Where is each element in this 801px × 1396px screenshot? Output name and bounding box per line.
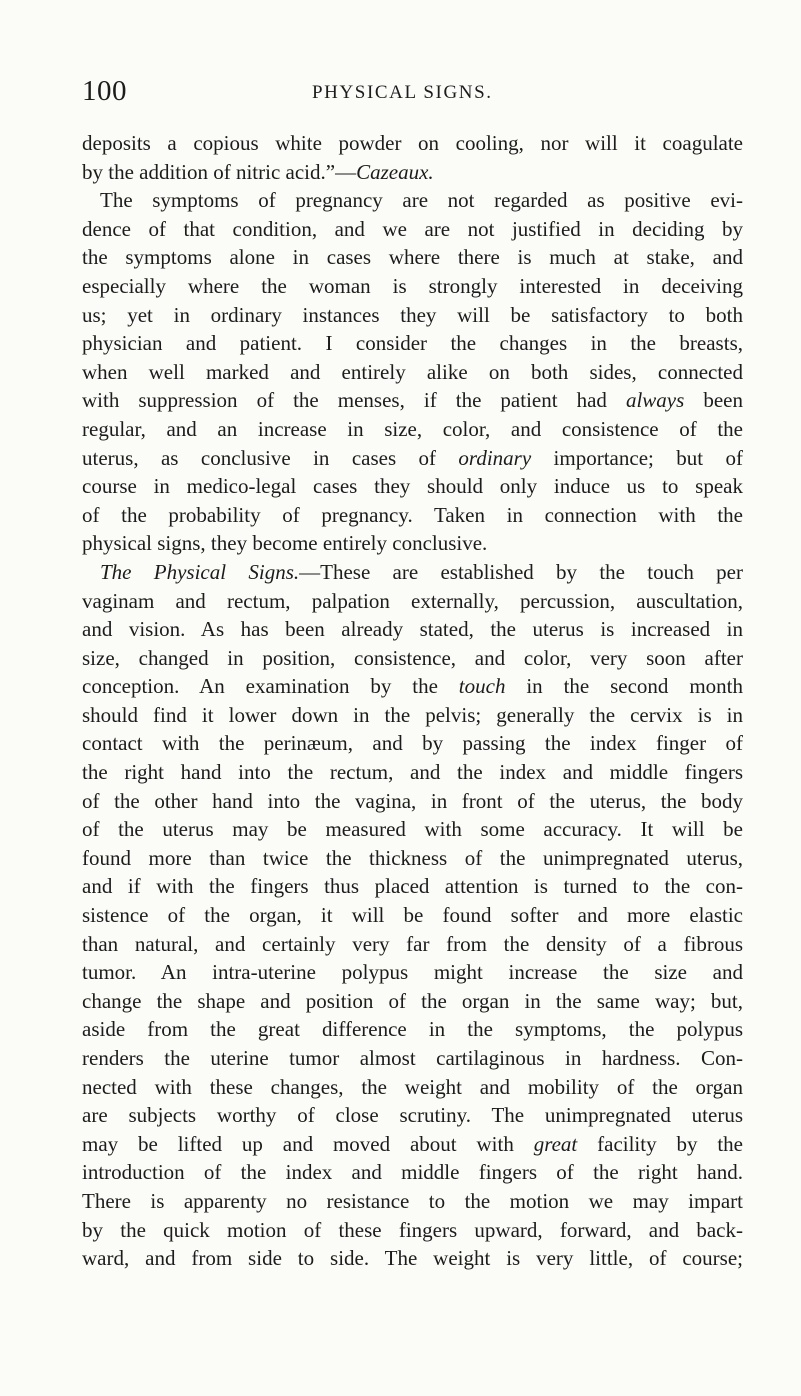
text-line: dence of that condition, and we are not justified in deciding by xyxy=(82,216,743,241)
text-line: vaginam and rectum, palpation externally, percussion, auscultation, xyxy=(82,588,743,613)
text-line: the symptoms alone in cases where there is much at stake, and xyxy=(82,245,743,270)
text-line: aside from the great difference in the symptoms, the polypus xyxy=(82,1017,743,1042)
text-line: the right hand into the rectum, and the index and middle fingers xyxy=(82,760,743,785)
text-line: physician and patient. I consider the changes in the breasts, xyxy=(82,331,743,356)
text-line: us; yet in ordinary instances they will be satisfactory to both xyxy=(82,302,743,327)
text-line: of the other hand into the vagina, in front of the uterus, the body xyxy=(82,788,743,813)
text-line: and vision. As has been already stated, the uterus is increased in xyxy=(82,617,743,642)
text-line: The Physical Signs.—These are established by the touch per xyxy=(100,559,743,584)
text-line: sistence of the organ, it will be found softer and more elastic xyxy=(82,903,743,928)
text-line: may be lifted up and moved about with great facility by the xyxy=(82,1131,743,1156)
text-line: should find it lower down in the pelvis; generally the cervix is in xyxy=(82,702,743,727)
running-head xyxy=(82,74,742,108)
text-line: change the shape and position of the organ in the same way; but, xyxy=(82,988,743,1013)
text-line: deposits a copious white powder on cooling, nor will it coagulate xyxy=(82,131,743,155)
text-line: and if with the fingers thus placed attention is turned to the con- xyxy=(82,874,743,899)
text-line: with suppression of the menses, if the patient had always been xyxy=(82,388,743,413)
text-line: course in medico-legal cases they should only induce us to speak xyxy=(82,474,743,499)
text-line: nected with these changes, the weight and mobility of the organ xyxy=(82,1074,743,1099)
text-line: renders the uterine tumor almost cartilaginous in hardness. Con- xyxy=(82,1046,743,1070)
text-line: are subjects worthy of close scrutiny. The unimpregnated uterus xyxy=(82,1103,743,1128)
running-title: PHYSICAL SIGNS. xyxy=(312,82,493,103)
text-line: when well marked and entirely alike on both sides, connected xyxy=(82,359,743,384)
text-line: by the quick motion of these fingers upward, forward, and back- xyxy=(82,1217,743,1242)
text-line: introduction of the index and middle fingers of the right hand. xyxy=(82,1160,743,1185)
text-line: tumor. An intra-uterine polypus might increase the size and xyxy=(82,960,743,985)
text-line: especially where the woman is strongly interested in deceiving xyxy=(82,273,743,298)
text-line: of the uterus may be measured with some accuracy. It will be xyxy=(82,817,743,842)
text-line: conception. An examination by the touch in the second month xyxy=(82,674,743,699)
body-text xyxy=(82,129,743,1273)
text-line: than natural, and certainly very far from the density of a fibrous xyxy=(82,931,743,956)
text-line: ward, and from side to side. The weight is very little, of course; xyxy=(82,1246,743,1271)
page-number: 100 xyxy=(82,75,127,107)
text-line: physical signs, they become entirely conclusive. xyxy=(82,531,488,556)
text-line: The symptoms of pregnancy are not regarded as positive evi- xyxy=(100,188,743,213)
text-line: uterus, as conclusive in cases of ordinary importance; but of xyxy=(82,445,743,470)
text-line: of the probability of pregnancy. Taken in connection with the xyxy=(82,502,743,527)
text-line: contact with the perinæum, and by passing the index finger of xyxy=(82,731,743,756)
text-line: There is apparenty no resistance to the motion we may impart xyxy=(82,1188,743,1213)
text-line: found more than twice the thickness of the unimpregnated uterus, xyxy=(82,845,743,870)
text-line: size, changed in position, consistence, and color, very soon after xyxy=(82,645,743,670)
text-line: regular, and an increase in size, color, and consistence of the xyxy=(82,416,743,441)
text-line: by the addition of nitric acid.”—Cazeaux. xyxy=(82,159,434,184)
